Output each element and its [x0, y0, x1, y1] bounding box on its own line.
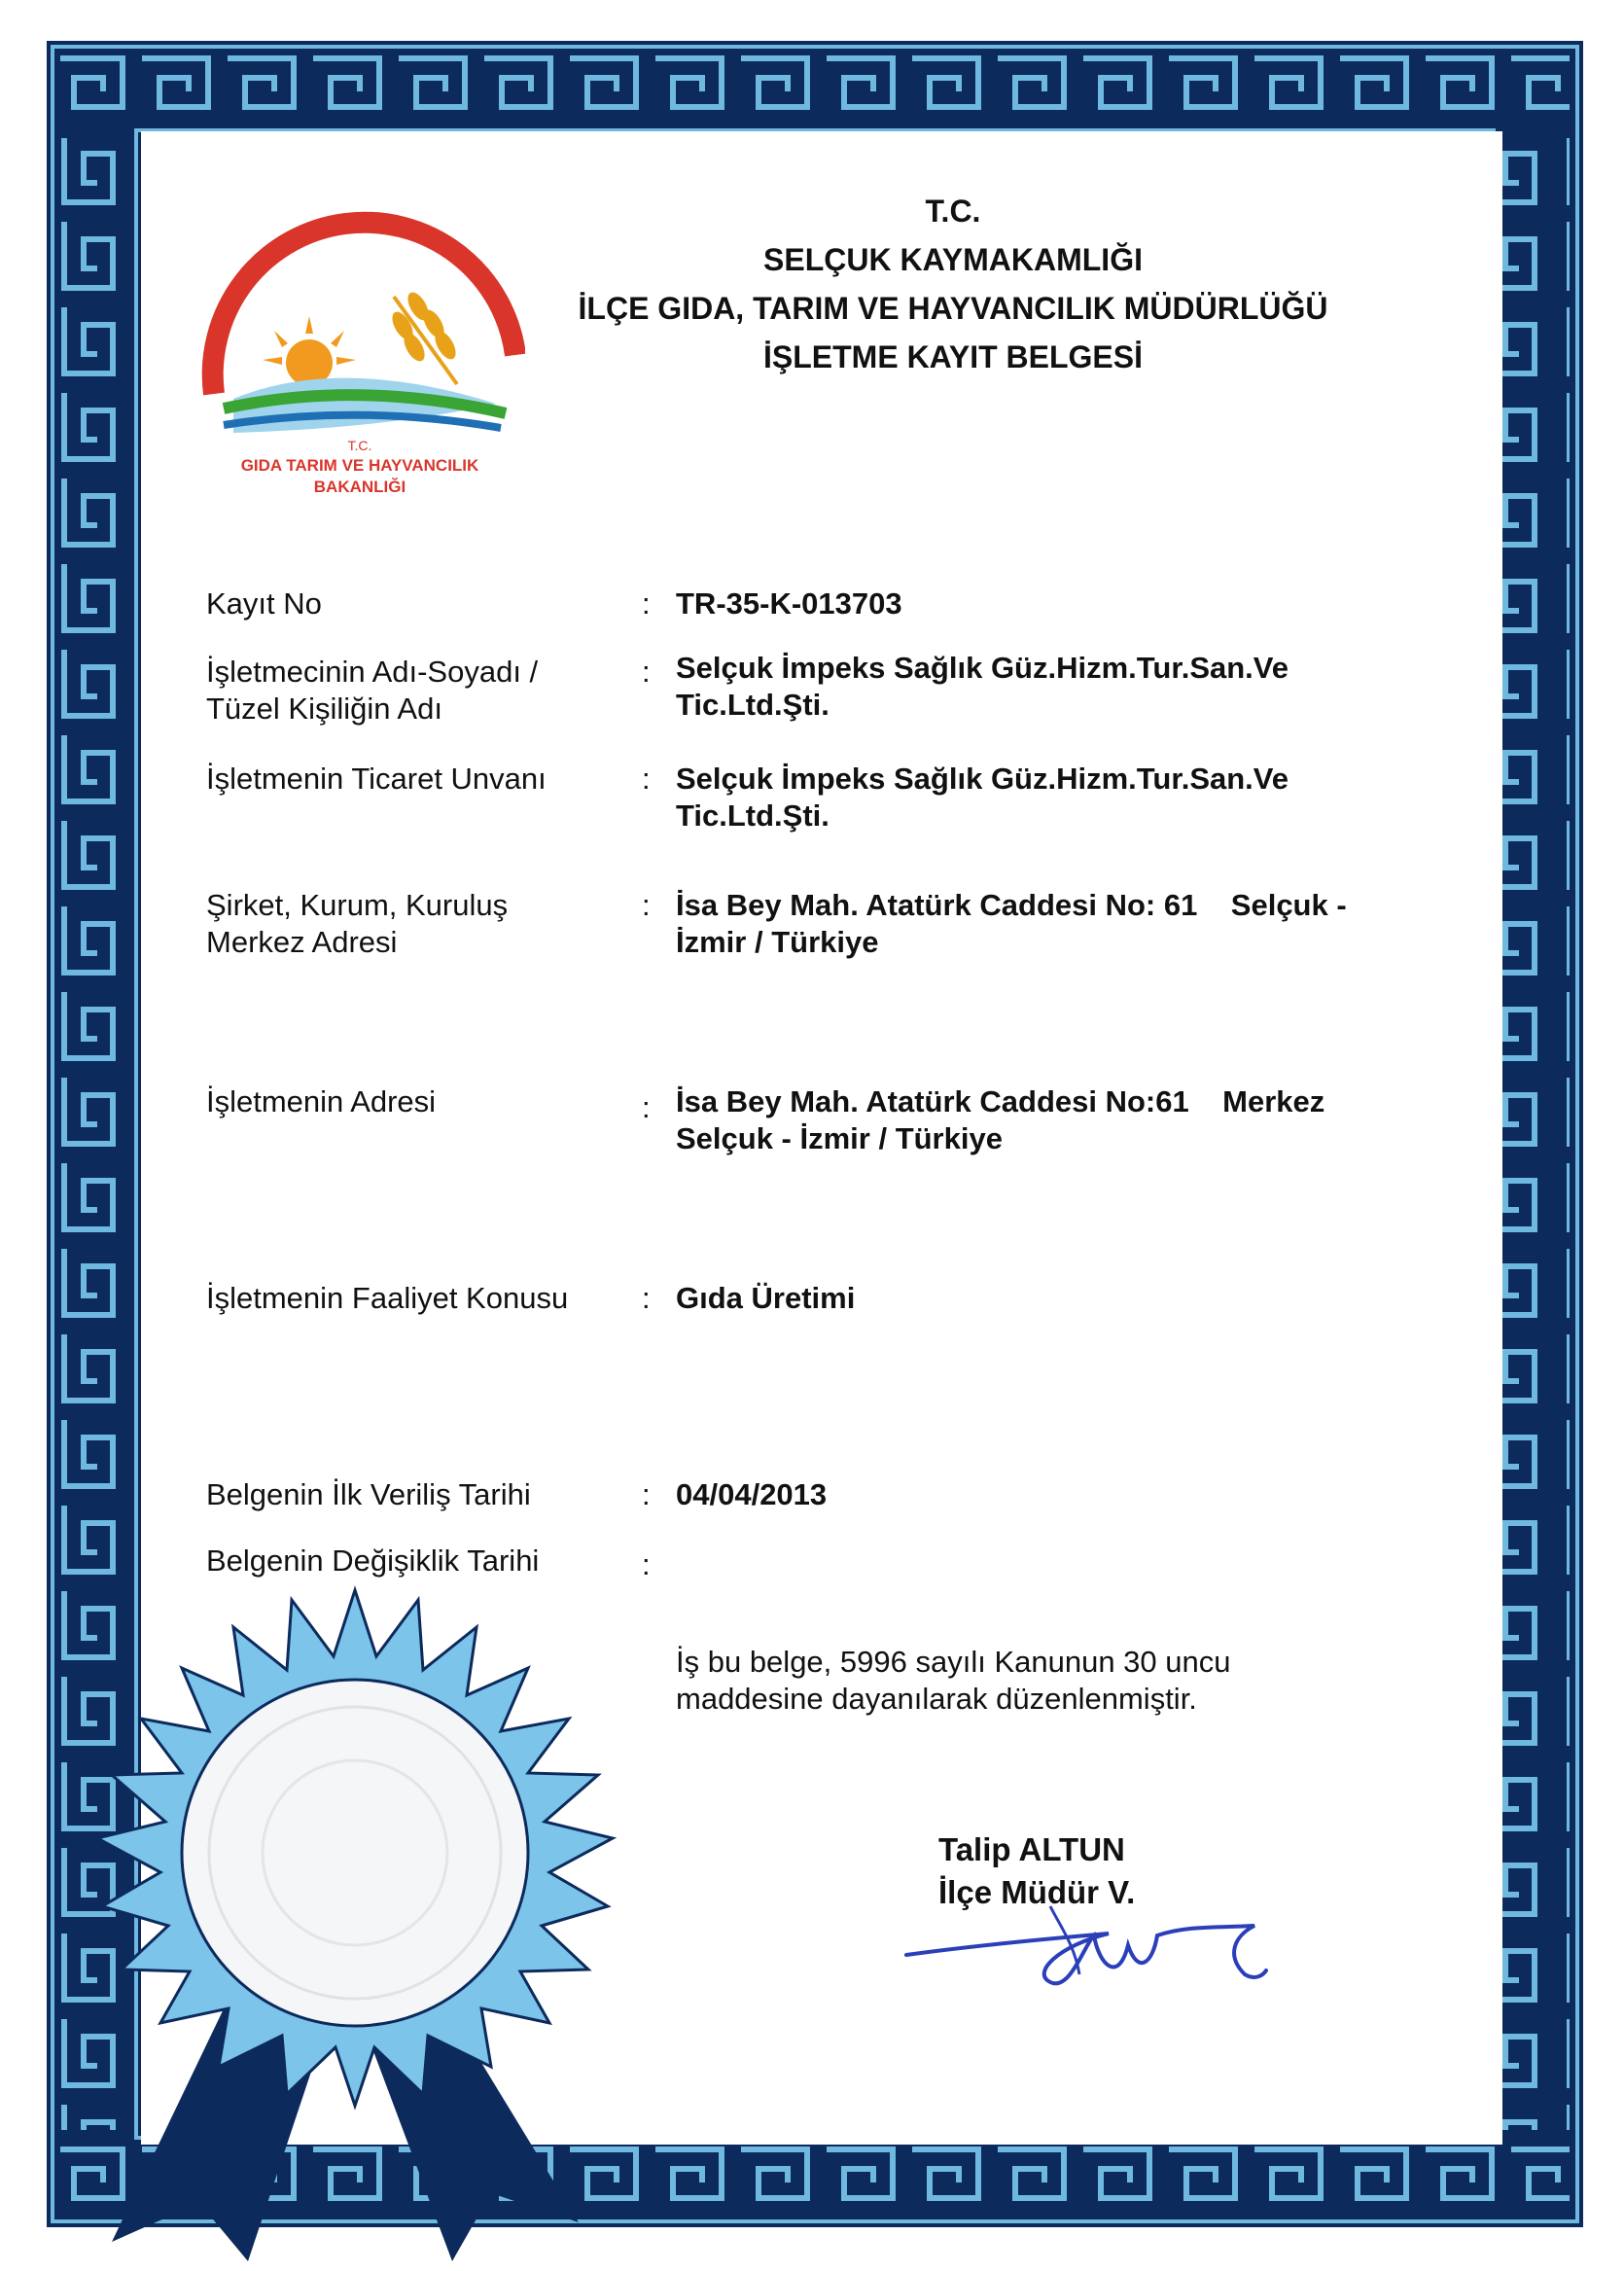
legal-note-line2: maddesine dayanılarak düzenlenmiştir.: [676, 1682, 1197, 1716]
field-label: İşletmecinin Adı-Soyadı /: [206, 655, 539, 689]
field-label: Belgenin İlk Veriliş Tarihi: [206, 1477, 531, 1511]
rosette-seal: [83, 1580, 627, 2266]
field-colon: :: [642, 888, 651, 922]
field-label: İşletmenin Adresi: [206, 1084, 437, 1118]
field-value: TR-35-K-013703: [676, 586, 902, 621]
field-colon: :: [642, 1090, 651, 1124]
logo-ministry-text: GIDA TARIM VE HAYVANCILIK: [240, 456, 479, 475]
wheat-icon: [388, 289, 460, 384]
ministry-logo: [194, 199, 525, 501]
field-value: Selçuk İmpeks Sağlık Güz.Hizm.Tur.San.Ve: [676, 762, 1289, 796]
field-label: İşletmenin Faaliyet Konusu: [206, 1281, 569, 1315]
header-tc: T.C.: [925, 194, 981, 229]
document-header: [525, 187, 1381, 381]
legal-note: [676, 1644, 1376, 1718]
field-label: İşletmenin Ticaret Unvanı: [206, 762, 547, 796]
signatory-title: İlçe Müdür V.: [938, 1874, 1136, 1910]
field-value: İsa Bey Mah. Atatürk Caddesi No:61 Merkez: [676, 1084, 1325, 1118]
field-colon: :: [642, 1547, 651, 1581]
document-title: İŞLETME KAYIT BELGESİ: [763, 339, 1143, 374]
sun-icon: [263, 316, 356, 386]
legal-note-line1: İş bu belge, 5996 sayılı Kanunun 30 uncu: [676, 1645, 1231, 1679]
logo-bakanlik-text: BAKANLIĞI: [313, 478, 406, 496]
field-colon: :: [642, 586, 651, 621]
field-value: Selçuk İmpeks Sağlık Güz.Hizm.Tur.San.Ve: [676, 651, 1289, 685]
handwritten-signature: [904, 1877, 1284, 1994]
field-value: Gıda Üretimi: [676, 1281, 856, 1315]
field-value-line2: Tic.Ltd.Şti.: [676, 798, 830, 833]
field-colon: :: [642, 1477, 651, 1511]
field-value-line2: Tic.Ltd.Şti.: [676, 688, 830, 722]
field-value: 04/04/2013: [676, 1477, 828, 1511]
field-colon: :: [642, 762, 651, 796]
field-colon: :: [642, 1281, 651, 1315]
signatory-name: Talip ALTUN: [938, 1831, 1125, 1867]
field-colon: :: [642, 655, 651, 689]
header-kaymakamlik: SELÇUK KAYMAKAMLIĞI: [763, 242, 1143, 277]
field-label: Belgenin Değişiklik Tarihi: [206, 1544, 540, 1578]
field-label-line2: Merkez Adresi: [206, 925, 398, 959]
header-mudurluk: İLÇE GIDA, TARIM VE HAYVANCILIK MÜDÜRLÜĞÜ: [578, 291, 1328, 326]
field-label: Kayıt No: [206, 586, 322, 621]
field-label-line2: Tüzel Kişiliğin Adı: [206, 692, 442, 726]
field-label: Şirket, Kurum, Kuruluş: [206, 888, 509, 922]
field-value-line2: Selçuk - İzmir / Türkiye: [676, 1121, 1003, 1155]
logo-tc-text: T.C.: [347, 438, 372, 453]
field-value-line2: İzmir / Türkiye: [676, 925, 879, 959]
field-value: İsa Bey Mah. Atatürk Caddesi No: 61 Selçuk -: [676, 888, 1347, 922]
